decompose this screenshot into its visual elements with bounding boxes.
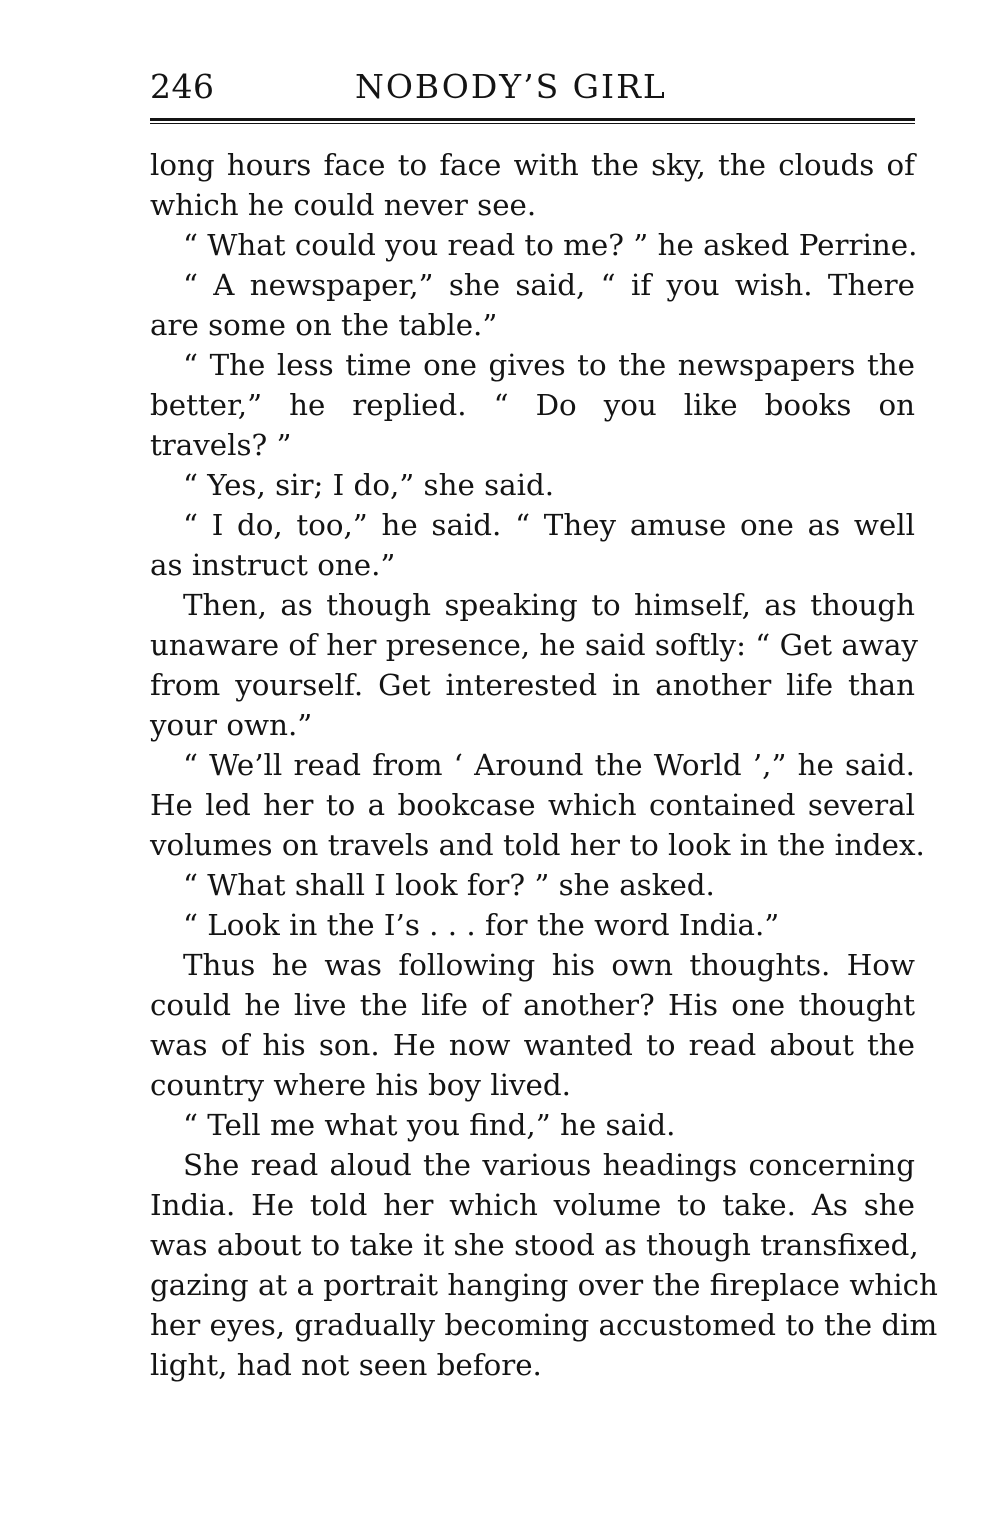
running-title: NOBODY’S GIRL: [355, 67, 667, 106]
text-line: which he could never see.: [150, 188, 537, 222]
text-line: better,” he replied. “ Do you like books on: [150, 388, 915, 422]
text-line: “ I do, too,” he said. “ They amuse one as well: [183, 508, 915, 542]
text-line: unaware of her presence, he said softly: “ Get away: [150, 628, 918, 662]
text-line: “ What shall I look for? ” she asked.: [183, 868, 715, 902]
text-line: are some on the table.”: [150, 308, 498, 342]
book-page: [150, 62, 938, 1385]
text-line: long hours face to face with the sky, the clouds of: [150, 148, 915, 182]
text-line: He led her to a bookcase which contained several: [150, 788, 915, 822]
text-line: “ The less time one gives to the newspapers the: [183, 348, 915, 382]
text-line: as instruct one.”: [150, 548, 396, 582]
text-line: “ Look in the I’s . . . for the word India.”: [183, 908, 780, 942]
text-line: country where his boy lived.: [150, 1068, 571, 1102]
text-line: “ A newspaper,” she said, “ if you wish. There: [183, 268, 915, 302]
text-line: “ What could you read to me? ” he asked Perrine.: [183, 228, 918, 262]
text-line: Then, as though speaking to himself, as though: [183, 588, 915, 622]
text-line: travels? ”: [150, 428, 292, 462]
text-line: volumes on travels and told her to look in the index.: [150, 828, 925, 862]
text-line: “ Yes, sir; I do,” she said.: [183, 468, 555, 502]
text-line: was of his son. He now wanted to read about the: [150, 1028, 915, 1062]
text-line: “ We’ll read from ‘ Around the World ’,” he said.: [183, 748, 915, 782]
text-line: your own.”: [150, 708, 313, 742]
text-line: from yourself. Get interested in another life than: [150, 668, 915, 702]
text-line: She read aloud the various headings concerning: [183, 1148, 915, 1182]
text-line: India. He told her which volume to take. As she: [150, 1188, 915, 1222]
text-line: gazing at a portrait hanging over the fireplace which: [150, 1268, 938, 1302]
body-text: [150, 145, 938, 1385]
text-line: Thus he was following his own thoughts. How: [183, 948, 915, 982]
page-number: 246: [150, 67, 215, 106]
text-line: “ Tell me what you find,” he said.: [183, 1108, 676, 1142]
text-line: her eyes, gradually becoming accustomed to the dim: [150, 1308, 938, 1342]
text-line: light, had not seen before.: [150, 1348, 542, 1382]
page-header: [150, 62, 915, 112]
text-line: was about to take it she stood as though transfixed,: [150, 1228, 919, 1262]
header-rule: [150, 118, 915, 124]
text-line: could he live the life of another? His one thought: [150, 988, 915, 1022]
